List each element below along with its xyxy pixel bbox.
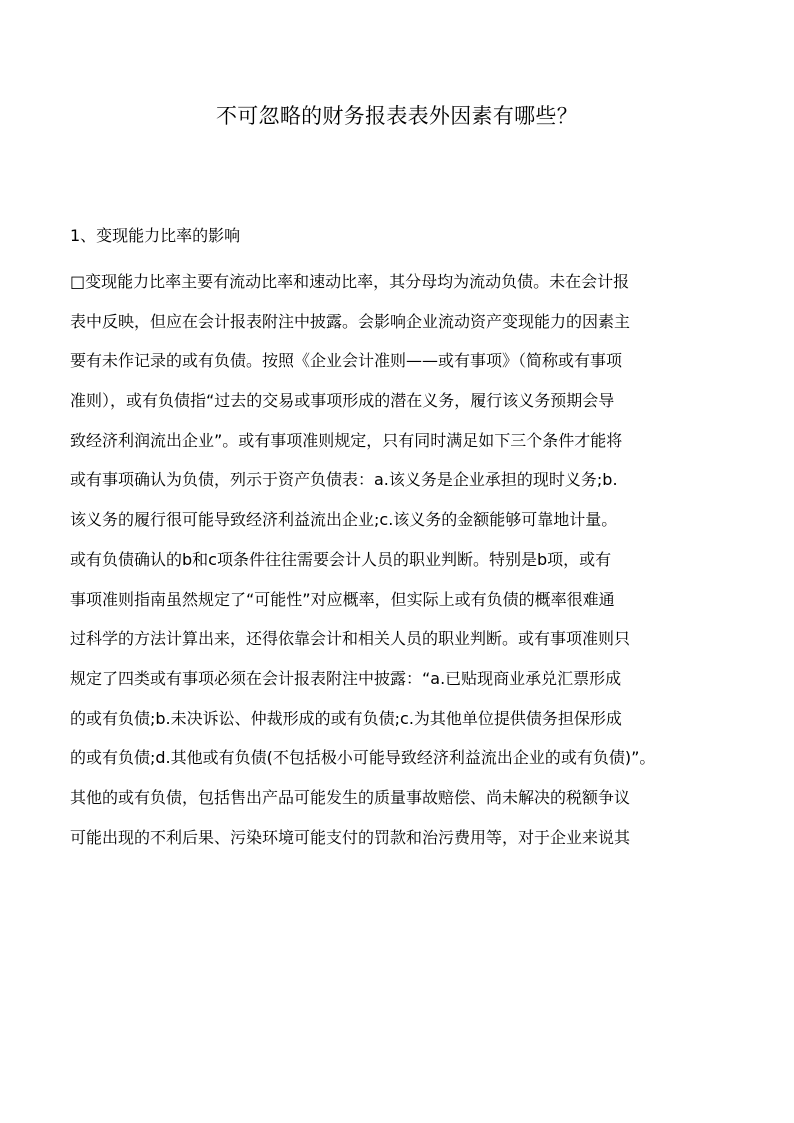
paragraph-line: 过科学的方法计算出来，还得依靠会计和相关人员的职业判断。或有事项准则只 <box>70 629 631 649</box>
document-title: 不可忽略的财务报表表外因素有哪些？ <box>215 104 579 128</box>
paragraph-line: 或有负债确认的b和c项条件往往需要会计人员的职业判断。特别是b项，或有 <box>70 549 612 569</box>
paragraph-line: 事项准则指南虽然规定了“可能性”对应概率，但实际上或有负债的概率很难通 <box>70 589 615 609</box>
paragraph-line: 的或有负债;b.未决诉讼、仲裁形成的或有负债;c.为其他单位提供债务担保形成 <box>70 708 622 728</box>
paragraph-line: 致经济利润流出企业”。或有事项准则规定，只有同时满足如下三个条件才能将 <box>70 430 623 450</box>
paragraph-line: 要有未作记录的或有负债。按照《企业会计准则——或有事项》（简称或有事项 <box>70 351 623 371</box>
paragraph-line: 该义务的履行很可能导致经济利益流出企业;c.该义务的金额能够可靠地计量。 <box>70 510 618 530</box>
paragraph-line: 表中反映，但应在会计报表附注中披露。会影响企业流动资产变现能力的因素主 <box>70 311 631 331</box>
section-heading: 1、变现能力比率的影响 <box>70 226 241 245</box>
paragraph-line: □变现能力比率主要有流动比率和速动比率，其分母均为流动负债。未在会计报 <box>70 272 630 291</box>
paragraph-line: 规定了四类或有事项必须在会计报表附注中披露：“a.已贴现商业承兑汇票形成 <box>70 668 622 688</box>
paragraph-line: 可能出现的不利后果、污染环境可能支付的罚款和治污费用等，对于企业来说其 <box>70 827 631 847</box>
paragraph-line: 的或有负债;d.其他或有负债(不包括极小可能导致经济利益流出企业的或有负债)”。 <box>70 748 656 768</box>
paragraph-line: 或有事项确认为负债，列示于资产负债表：a.该义务是企业承担的现时义务;b. <box>70 470 618 490</box>
body-paragraph <box>70 270 770 865</box>
paragraph-line: 准则），或有负债指“过去的交易或事项形成的潜在义务，履行该义务预期会导 <box>70 391 615 411</box>
paragraph-line: 其他的或有负债，包括售出产品可能发生的质量事故赔偿、尚未解决的税额争议 <box>70 787 631 807</box>
